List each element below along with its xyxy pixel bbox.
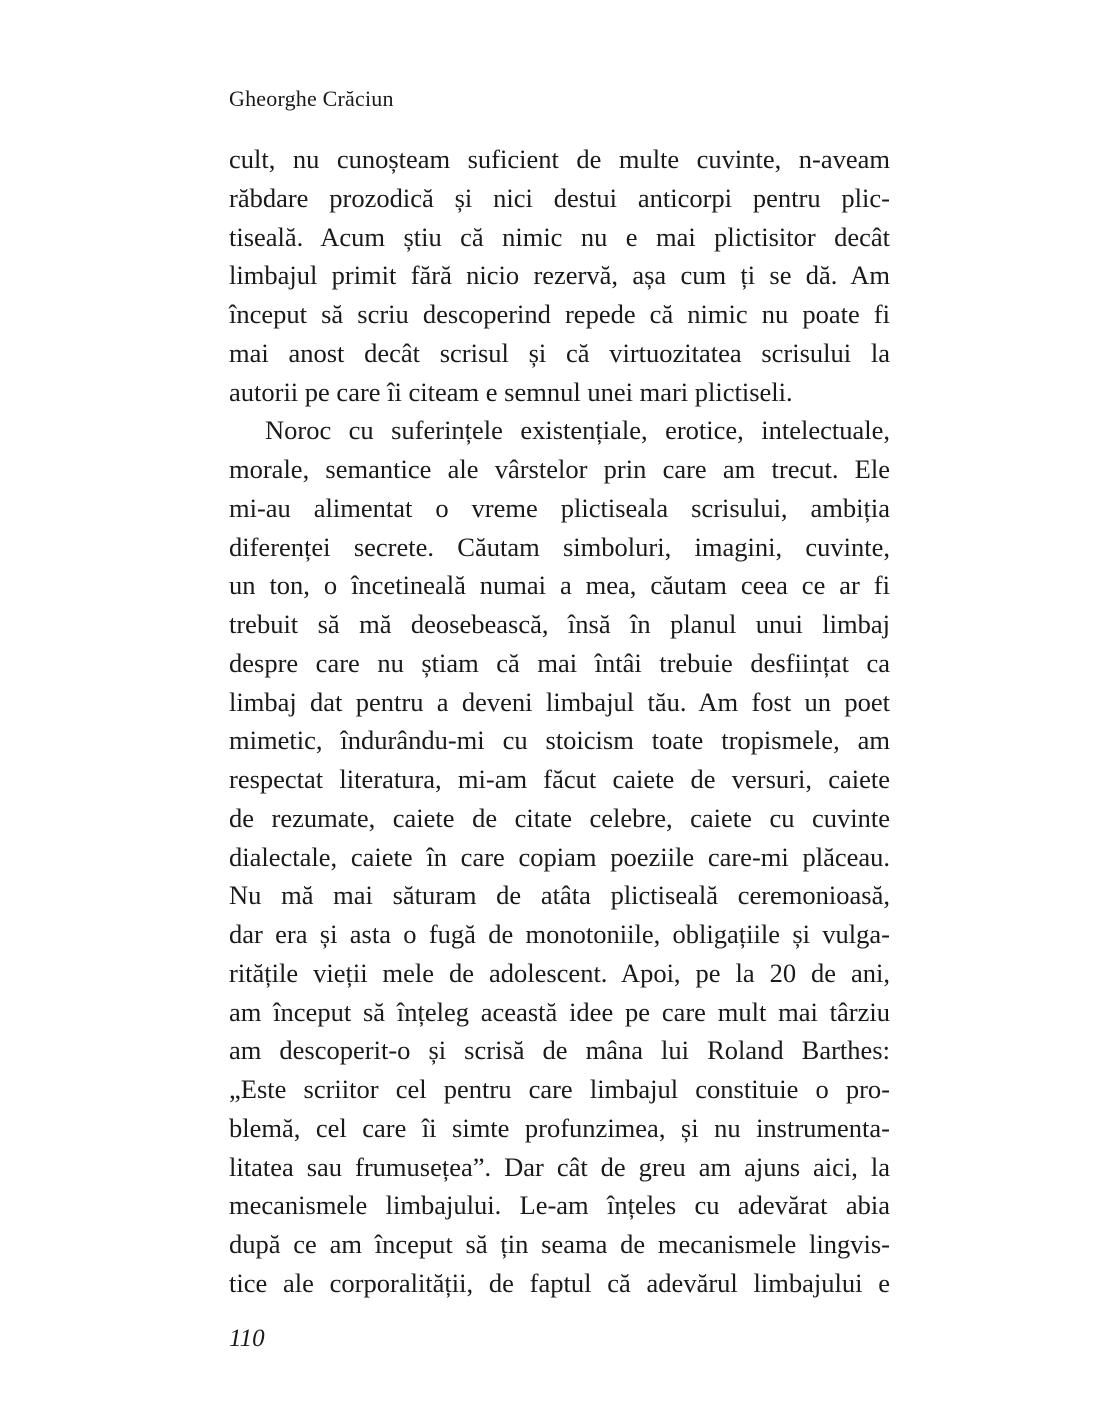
text-line: mimetic, îndurându-mi cu stoicism toate tropismele, am	[229, 725, 890, 756]
text-line: respectat literatura, mi-am făcut caiete de versuri, caiete	[229, 764, 890, 794]
text-line: Nu mă mai săturam de atâta plictiseală ceremonioasă,	[229, 880, 890, 911]
text-line: după ce am început să țin seama de mecanismele lingvis-	[229, 1229, 890, 1259]
text-line: blemă, cel care îi simte profunzimea, și nu instrumenta-	[229, 1112, 890, 1143]
text-line: diferenței secrete. Căutam simboluri, imagini, cuvinte,	[229, 531, 890, 562]
text-line: mai anost decât scrisul și că virtuozitatea scrisului la	[229, 337, 890, 368]
text-line: cult, nu cunoșteam suficient de multe cuvinte, n-aveam	[229, 144, 890, 174]
text-line: un ton, o încetineală numai a mea, căutam ceea ce ar fi	[229, 570, 890, 601]
text-line: tice ale corporalității, de faptul că adevărul limbajului e	[229, 1267, 890, 1298]
text-line: tiseală. Acum știu că nimic nu e mai plictisitor decât	[229, 221, 890, 252]
page-number: 110	[229, 1325, 265, 1352]
text-line: de rezumate, caiete de citate celebre, caiete cu cuvinte	[229, 802, 890, 833]
text-line: ritățile vieții mele de adolescent. Apoi, pe la 20 de ani,	[229, 957, 890, 988]
text-line: morale, semantice ale vârstelor prin care am trecut. Ele	[229, 454, 890, 484]
body-text	[229, 140, 890, 1303]
text-line: am început să înțeleg această idee pe care mult mai târziu	[229, 996, 890, 1027]
running-head: Gheorghe Crăciun	[229, 86, 394, 111]
text-line: trebuit să mă deosebească, însă în planul unui limbaj	[229, 609, 890, 639]
text-line: limbajul primit fără nicio rezervă, așa cum ți se dă. Am	[229, 260, 890, 291]
text-line: autorii pe care îi citeam e semnul unei mari plictiseli.	[229, 376, 793, 407]
text-line: „Este scriitor cel pentru care limbajul constituie o pro-	[229, 1074, 890, 1104]
text-line: început să scriu descoperind repede că nimic nu poate fi	[229, 299, 890, 329]
text-line: dialectale, caiete în care copiam poeziile care-mi plăceau.	[229, 841, 890, 872]
text-line: am descoperit-o și scrisă de mâna lui Roland Barthes:	[229, 1035, 890, 1066]
text-line: limbaj dat pentru a deveni limbajul tău. Am fost un poet	[229, 686, 890, 717]
text-line: răbdare prozodică și nici destui anticorpi pentru plic-	[229, 182, 890, 213]
text-line: despre care nu știam că mai întâi trebuie desființat ca	[229, 647, 890, 678]
text-line: dar era și asta o fugă de monotoniile, obligațiile și vulga-	[229, 919, 890, 949]
text-line: mi-au alimentat o vreme plictiseala scrisului, ambiția	[229, 492, 890, 523]
text-line: mecanismele limbajului. Le-am înțeles cu adevărat abia	[229, 1190, 890, 1221]
text-line: litatea sau frumusețea”. Dar cât de greu am ajuns aici, la	[229, 1151, 890, 1182]
text-line: Noroc cu suferințele existențiale, erotice, intelectuale,	[265, 415, 890, 446]
